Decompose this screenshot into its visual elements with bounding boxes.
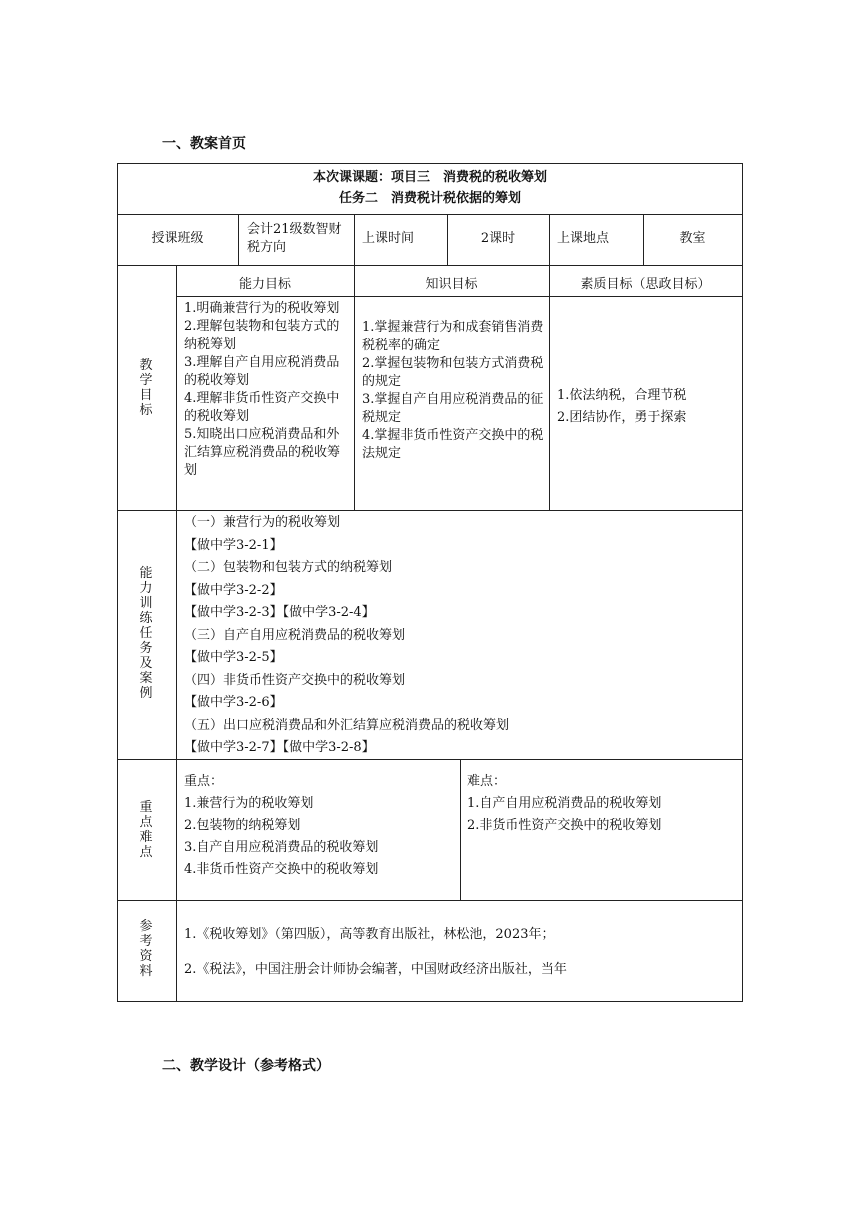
class-value: 会计21级数智财税方向: [247, 222, 342, 255]
keypoints-side-label: 重点难点: [139, 800, 153, 860]
tasks-side-label: 能力训练任务及案例: [139, 566, 153, 701]
table-border-right: [742, 163, 743, 1002]
place-label: 上课地点: [557, 231, 610, 246]
col-divider: [238, 214, 239, 265]
list-item: 【做中学3-2-7】【做中学3-2-8】: [184, 740, 375, 755]
list-item: 3.自产自用应税消费品的税收筹划: [184, 840, 379, 855]
reference-item: 2.《税法》，中国注册会计师协会编著，中国财政经济出版社，当年: [184, 962, 567, 977]
col-divider: [549, 214, 550, 510]
place-value: 教室: [679, 231, 706, 246]
list-item: 2.团结协作，勇于探索: [557, 410, 687, 425]
time-label: 上课时间: [362, 231, 415, 246]
section-heading-2: 二、教学设计（参考格式）: [162, 1058, 330, 1074]
list-item: （五）出口应税消费品和外汇结算应税消费品的税收筹划: [184, 717, 510, 733]
list-item: 2.理解包装物和包装方式的纳税筹划: [184, 319, 340, 352]
col-divider: [176, 265, 177, 1001]
section-heading-1: 一、教案首页: [162, 136, 246, 152]
quality-list: [557, 385, 737, 429]
list-item: （四）非货币性资产交换中的税收筹划: [184, 672, 406, 688]
list-item: 【做中学3-2-2】: [184, 582, 283, 598]
table-border-top: [117, 163, 743, 164]
list-item: 4.理解非货币性资产交换中的税收筹划: [184, 391, 340, 424]
difficult-points-title: 难点：: [467, 774, 507, 789]
list-item: （一）兼营行为的税收筹划: [184, 515, 341, 530]
references-side-label: 参考资料: [139, 919, 153, 979]
ability-list: [184, 300, 350, 480]
list-item: 1.兼营行为的税收筹划: [184, 796, 314, 811]
list-item: 3.理解自产自用应税消费品的税收筹划: [184, 355, 340, 388]
row-divider: [117, 214, 743, 215]
task-title: 任务二 消费税计税依据的筹划: [338, 191, 521, 206]
list-item: 1.依法纳税，合理节税: [557, 388, 687, 403]
objectives-side-label: 教学目标: [139, 358, 153, 418]
reference-item: 1.《税收筹划》（第四版），高等教育出版社，林松池，2023年；: [184, 927, 555, 942]
list-item: 2.非货币性资产交换中的税收筹划: [467, 818, 662, 833]
lesson-plan-table: [117, 163, 743, 1002]
list-item: （二）包装物和包装方式的纳税筹划: [184, 560, 393, 575]
col-divider: [354, 214, 355, 510]
list-item: 2.包装物的纳税筹划: [184, 818, 301, 833]
row-divider: [176, 296, 743, 297]
list-item: 【做中学3-2-5】: [184, 650, 283, 665]
list-item: 【做中学3-2-1】: [184, 537, 283, 553]
course-topic: 本次课课题：项目三 消费税的税收筹划: [312, 170, 547, 185]
key-points: [184, 771, 454, 881]
difficult-points: [467, 771, 737, 837]
list-item: 1.明确兼营行为的税收筹划: [184, 301, 340, 316]
row-divider: [117, 900, 743, 901]
list-item: 1.自产自用应税消费品的税收筹划: [467, 796, 662, 811]
list-item: 【做中学3-2-3】【做中学3-2-4】: [184, 605, 375, 620]
list-item: 4.非货币性资产交换中的税收筹划: [184, 862, 379, 877]
list-item: 【做中学3-2-6】: [184, 695, 283, 710]
col-divider: [460, 759, 461, 900]
key-points-title: 重点：: [184, 774, 224, 789]
time-value: 2课时: [480, 231, 516, 246]
list-item: 4.掌握非货币性资产交换中的税法规定: [362, 428, 544, 461]
ability-header: 能力目标: [238, 277, 291, 292]
table-border-left: [117, 163, 118, 1002]
knowledge-header: 知识目标: [425, 277, 478, 292]
list-item: （三）自产自用应税消费品的税收筹划: [184, 627, 406, 643]
table-border-bottom: [117, 1001, 743, 1002]
row-divider: [117, 265, 743, 266]
knowledge-list: [362, 319, 545, 463]
tasks-list: [184, 512, 734, 760]
list-item: 5.知晓出口应税消费品和外汇结算应税消费品的税收筹划: [184, 427, 341, 478]
list-item: 3.掌握自产自用应税消费品的征税规定: [362, 392, 544, 425]
row-divider: [117, 510, 743, 511]
quality-header: 素质目标（思政目标）: [580, 277, 711, 292]
class-label: 授课班级: [151, 231, 204, 246]
list-item: 2.掌握包装物和包装方式消费税的规定: [362, 356, 544, 389]
list-item: 1.掌握兼营行为和成套销售消费税税率的确定: [362, 320, 544, 353]
